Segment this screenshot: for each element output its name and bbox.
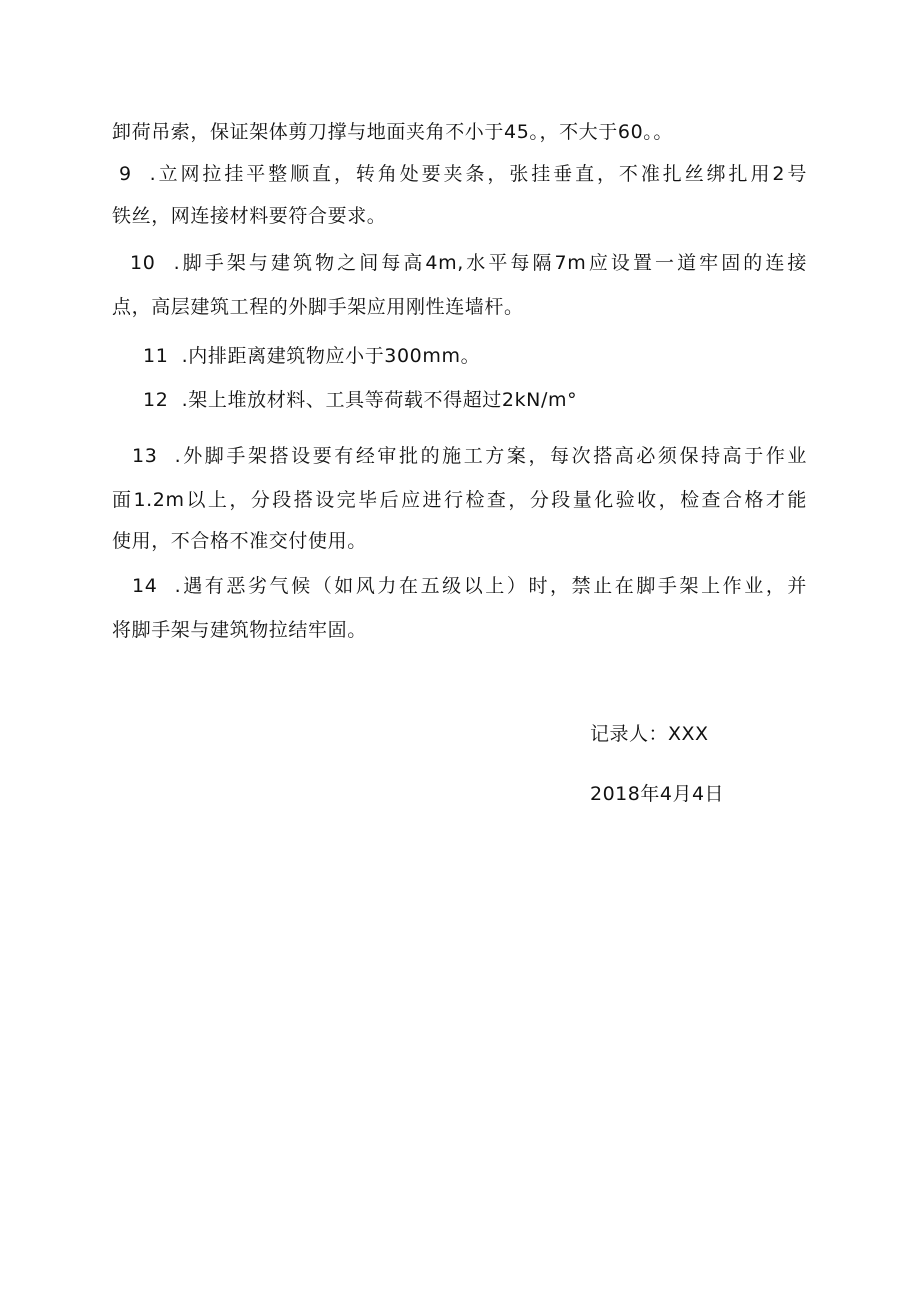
text-line: 铁丝，网连接材料要符合要求。 xyxy=(112,205,387,227)
list-item-12: 12 .架上堆放材料、工具等荷载不得超过2kN∕m° xyxy=(143,389,578,411)
recorder-label: 记录人：XXX xyxy=(590,723,709,745)
text-line: 点，高层建筑工程的外脚手架应用刚性连墙杆。 xyxy=(112,296,524,318)
text-line: 面1.2m以上，分段搭设完毕后应进行检查，分段量化验收，检查合格才能 xyxy=(112,489,807,511)
record-date: 2018年4月4日 xyxy=(590,783,725,805)
list-item-14: 14 .遇有恶劣气候（如风力在五级以上）时，禁止在脚手架上作业，并 xyxy=(132,575,807,597)
text-line: 卸荷吊索，保证架体剪刀撑与地面夹角不小于45。，不大于60。。 xyxy=(112,121,673,143)
list-item-13: 13 .外脚手架搭设要有经审批的施工方案，每次搭高必须保持高于作业 xyxy=(132,445,807,467)
text-line: 使用，不合格不准交付使用。 xyxy=(112,530,367,552)
list-item-10: 10 .脚手架与建筑物之间每高4m,水平每隔7m应设置一道牢固的连接 xyxy=(130,252,807,274)
text-line: 将脚手架与建筑物拉结牢固。 xyxy=(112,619,367,641)
list-item-11: 11 .内排距离建筑物应小于300mm。 xyxy=(143,345,481,367)
list-item-9: 9 .立网拉挂平整顺直，转角处要夹条，张挂垂直，不准扎丝绑扎用2号 xyxy=(119,163,807,185)
